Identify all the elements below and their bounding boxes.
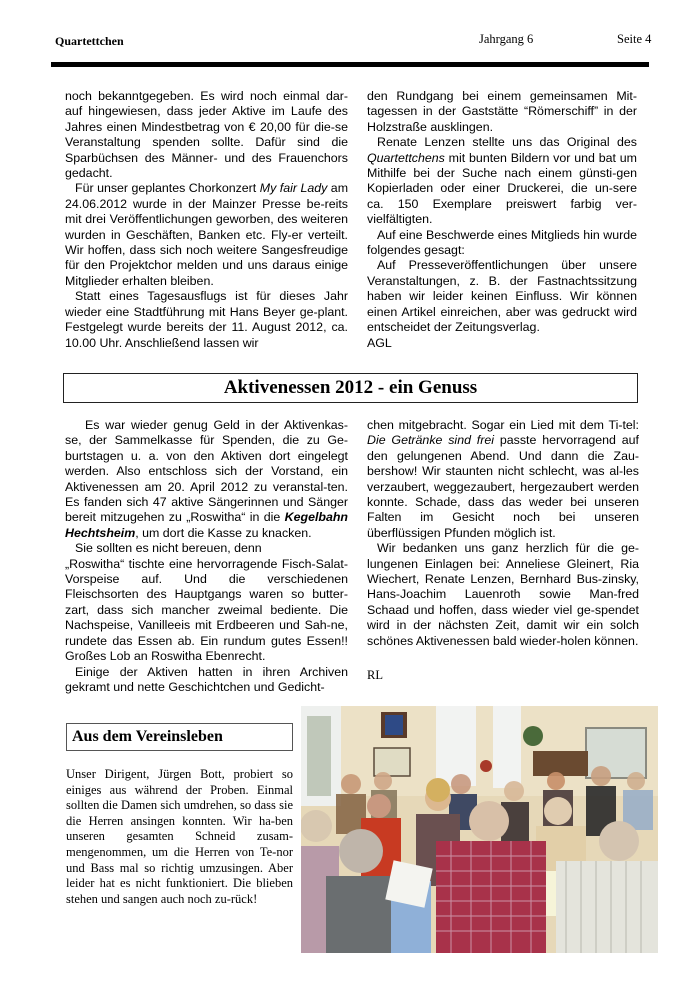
article-paragraph: Es war wieder genug Geld in der Aktivenkas-se, der Sammelkasse für Spenden, die zu Ge-burtstagen u. a. von den Aktiven dort eingelegt werden. Also entschloss sich der Vorstand, ein Aktivenessen am 20. April 2012 zu veranstal-ten. Es fanden sich 47 aktive Sängerinnen und Sänger bereit mitzugehen zu „Roswitha“ in die Kegelbahn Hechtsheim, um dort die Kasse zu knacken. (65, 418, 348, 540)
article-paragraph: den Rundgang bei einem gemeinsamen Mit-tagessen in der Gaststätte “Römerschiff” in der Holzstraße ausklingen. (367, 89, 637, 134)
article-paragraph: Statt eines Tagesausflugs ist für dieses Jahr wieder eine Stadtführung mit Hans Beyer ge-plant. Festgelegt wurde bereits der 11. August 2012, ca. 10.00 Uhr. Anschließend lassen wir (65, 289, 348, 350)
article-paragraph: AGL (367, 335, 392, 350)
feature-article-title (63, 373, 638, 403)
article-paragraph: Für unser geplantes Chorkonzert My fair Lady am 24.06.2012 wurde in der Mainzer Presse be-reits mit drei Veröffentlichungen geworben, des weiteren wurden in Geschäften, Banken etc. Fly-er verteilt. Wir hoffen, dass sich noch weitere Sangesfreudige für den Projektchor melden und uns daraus einige Mitglieder erhalten bleiben. (65, 181, 349, 288)
publication-title: Quartettchen (55, 34, 124, 48)
article-paragraph: Wir bedanken uns ganz herzlich für die ge-lungenen Einlagen bei: Anneliese Gleinert, Ria Wiechert, Renate Lenzen, Bernhard Bus-zinsky, Hans-Joachim Lauenroth sowie Man-fred Schaad und hoffen, dass wieder viel ge-spendet wird in der nächsten Zeit, damit wir ein solch schönes Aktivenessen bald wieder-holen können. (367, 541, 639, 648)
header-rule (51, 62, 649, 67)
sidebar-article-title (66, 723, 293, 751)
choir-rehearsal-photo (301, 706, 658, 953)
article-paragraph: Einige der Aktiven hatten in ihren Archiven gekramt und nette Geschichtchen und Gedicht- (65, 664, 348, 694)
photo-illustration (301, 706, 658, 953)
sidebar-article-title-text: Aus dem Vereinsleben (72, 728, 223, 745)
feature-article-column-2-body (367, 418, 639, 649)
article-paragraph: Auf Presseveröffentlichungen über unsere Veranstaltungen, z. B. der Fastnachtssitzung haben wir leider keinen Einfluss. Wir können einen Artikel einreichen, aber was gedruckt wird entscheidet der Zeitungsverlag. (367, 258, 637, 335)
feature-article-title-text: Aktivenessen 2012 - ein Genuss (223, 377, 478, 398)
article-paragraph: noch bekanntgegeben. Es wird noch einmal dar-auf hingewiesen, dass jeder Aktive im Laufe des Jahres einen Mindestbetrag von € 20,00 für die-se Veranstaltung spenden sollte. Dafür sind die Sparbüchsen des Männer- und des Frauenchors gedacht. (65, 89, 348, 181)
top-article-column-1 (65, 89, 348, 351)
article-paragraph: Renate Lenzen stellte uns das Original des Quartettchens mit bunten Bildern vor und bat um Mithilfe bei der Suche nach einem günsti-gen Kopierladen oder einer Druckerei, die un-sere ca. 150 Exemplare preiswert farbig ver-vielfältigten. (367, 135, 637, 227)
article-paragraph: Auf eine Beschwerde eines Mitglieds hin wurde folgendes gesagt: (367, 227, 637, 258)
feature-article-column-1 (65, 418, 348, 695)
page-number: Seite 4 (617, 32, 652, 46)
sidebar-article-body (66, 767, 293, 907)
volume-label: Jahrgang 6 (479, 32, 534, 46)
article-paragraph: Sie sollten es nicht bereuen, denn (75, 541, 262, 556)
article-paragraph: chen mitgebracht. Sogar ein Lied mit dem Ti-tel: Die Getränke sind frei passte hervorragend auf den gelungenen Abend. Und dann die Zau-bershow! Wir staunten nicht schlecht, was al-les verzaubert, weggezaubert, hergezaubert werden konnte. Schade, dass das weder bei unseren Falten im Gesicht noch bei unseren überflüssigen Pfunden möglich ist. (367, 418, 639, 540)
top-article-column-2 (367, 89, 637, 351)
sidebar-article-paragraph: Unser Dirigent, Jürgen Bott, probiert so einiges aus während der Proben. Einmal sollten die Damen sich umdrehen, so dass sie die Herren ansingen konnten. Wir ha-ben unseren gesamten Schneid zusam-mengenommen, um die Herren von Te-nor und Bass mal so richtig umzusingen. Aber leider hat es nicht funktioniert. Die blieben stehen und sangen auch noch zu-rück! (66, 767, 293, 906)
article-paragraph: „Roswitha“ tischte eine hervorragende Fisch-Salat-Vorspeise auf. Und die verschiedenen Fleischsorten des Hauptgangs waren so butter-zart, dass sich mancher zweimal bediente. Die Nachspeise, Vanilleeis mit Erdbeeren und Sah-ne, rundete das Essen ab. Ein rundum gutes Essen!! Großes Lob an Roswitha Ebenrecht. (65, 556, 348, 664)
feature-article-column-2 (367, 418, 639, 684)
feature-article-signature: RL (367, 668, 383, 683)
